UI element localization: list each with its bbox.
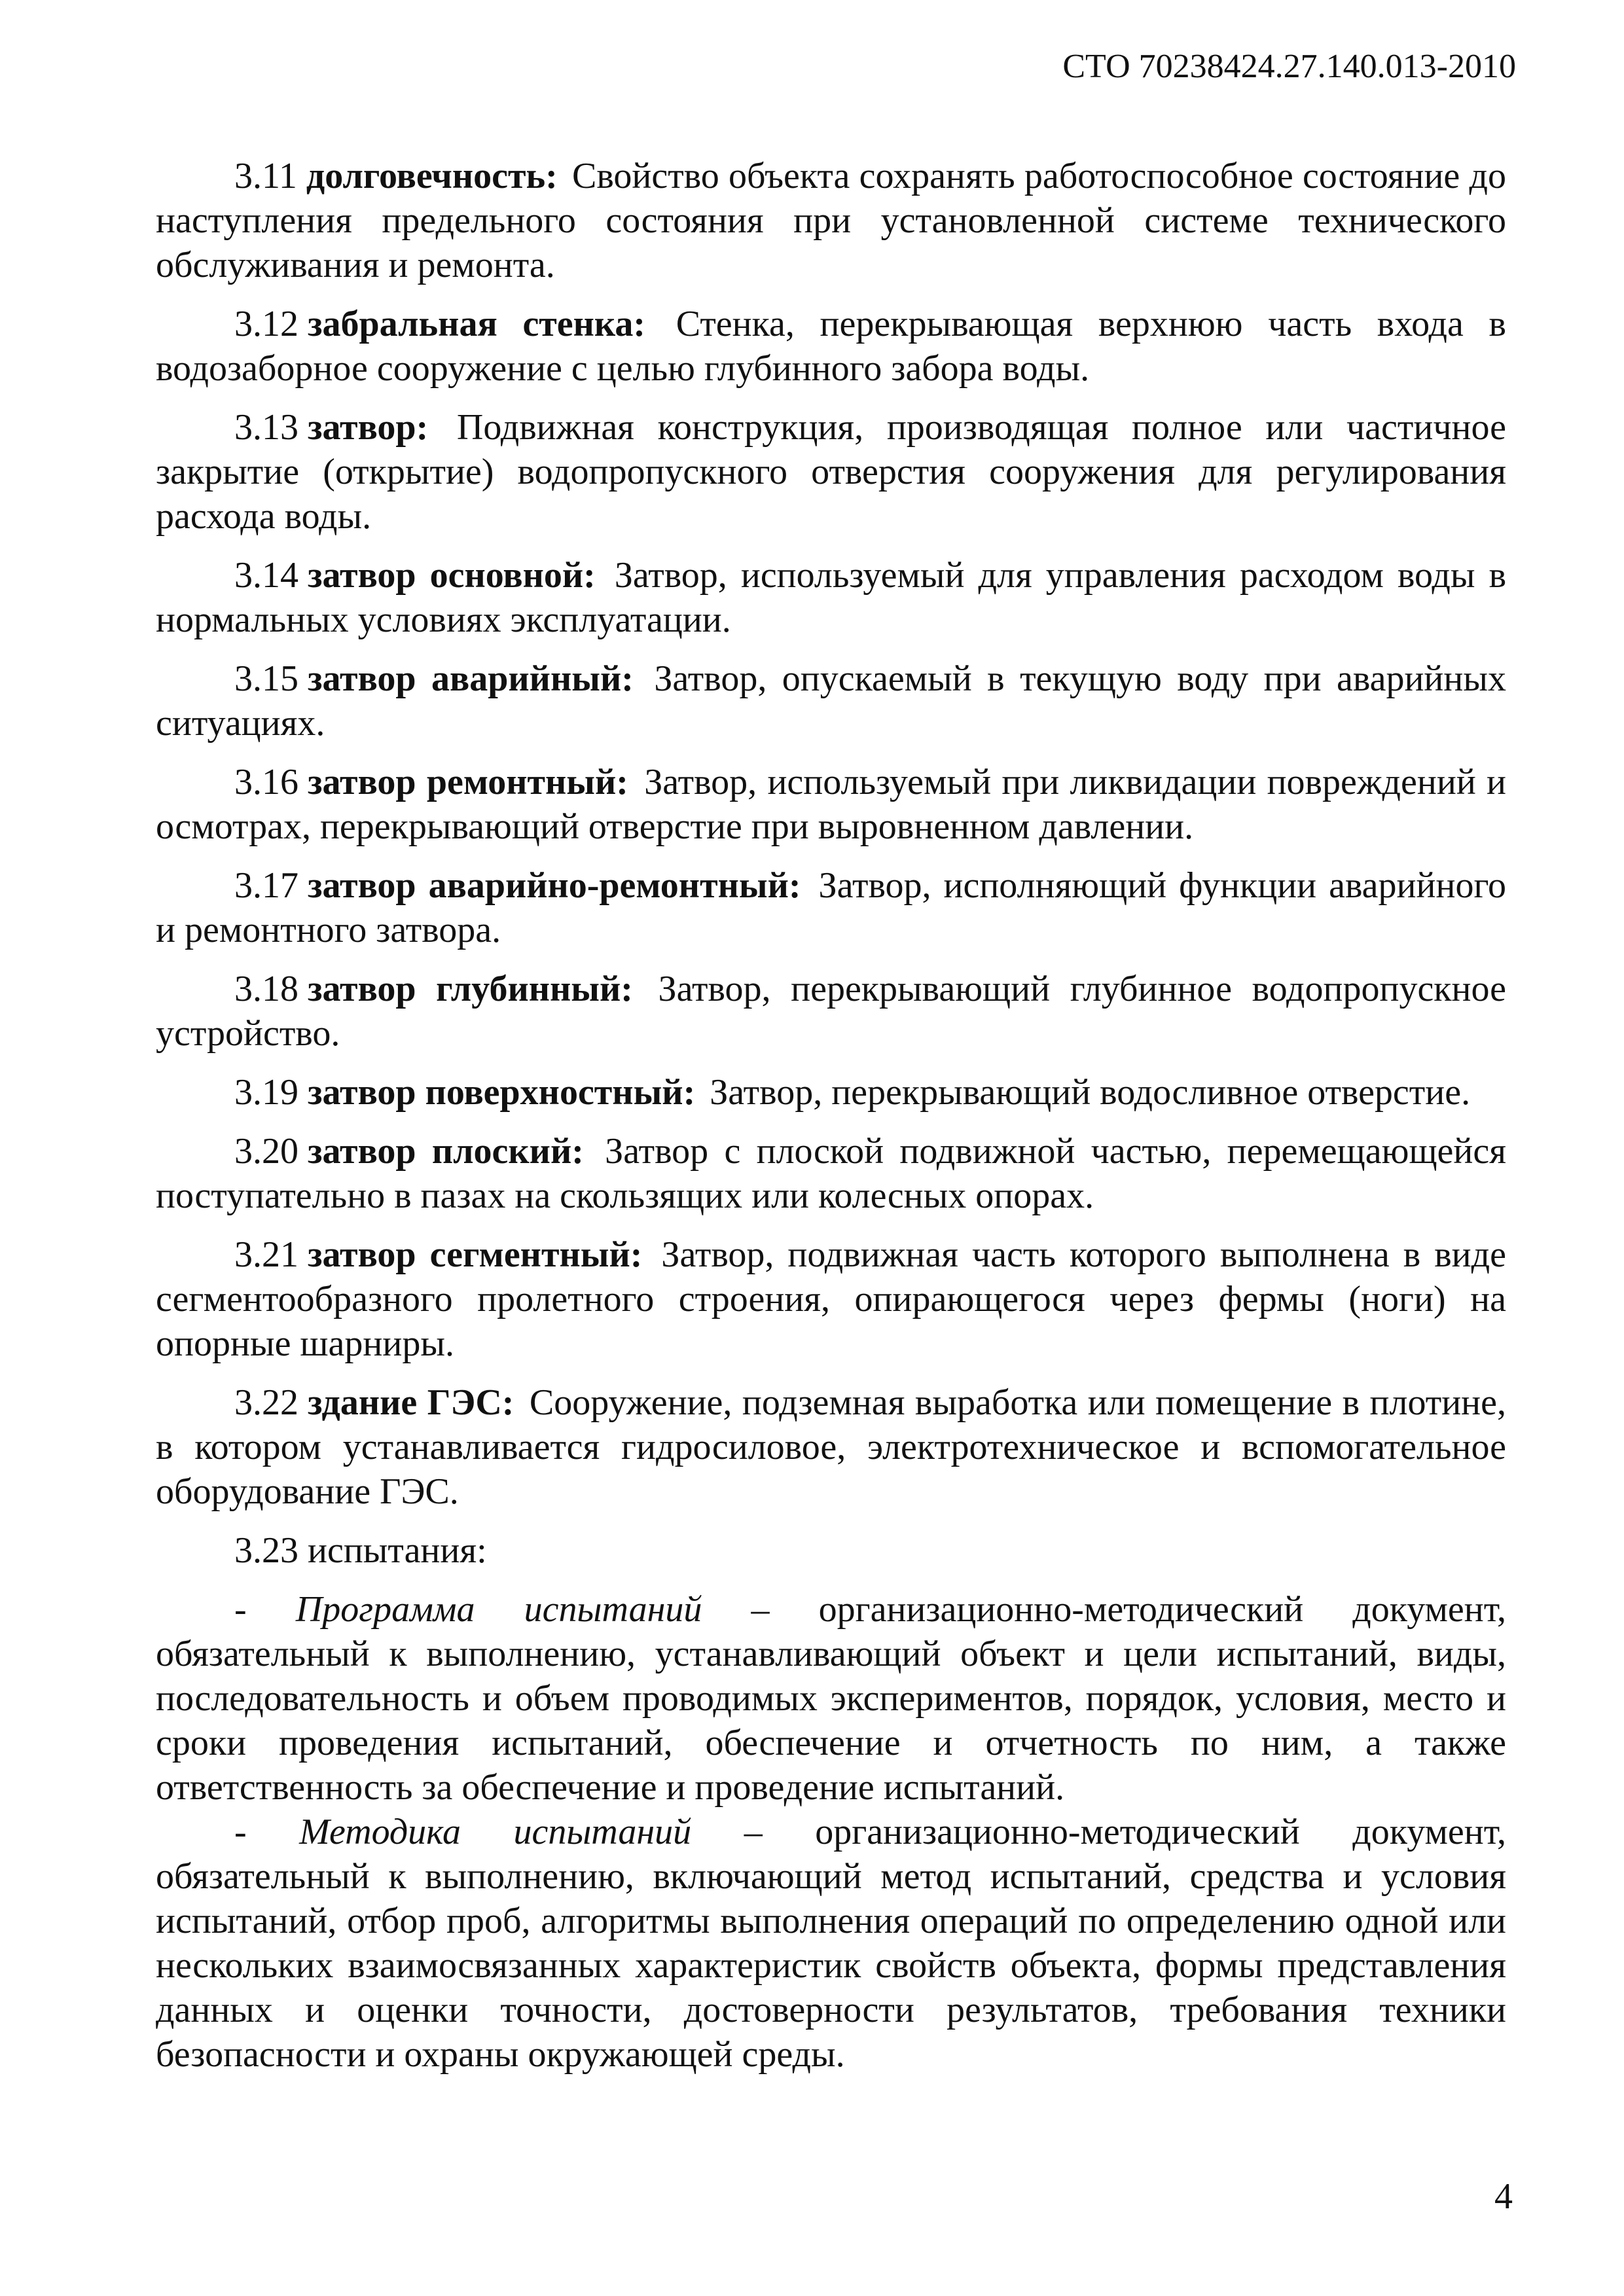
item-dash: -	[234, 1812, 300, 1852]
definition-term: затвор глубинный:	[308, 969, 633, 1009]
definition-term: затвор сегментный:	[308, 1234, 643, 1275]
tests-item-program	[156, 1587, 1506, 1810]
tests-item-method	[156, 1810, 1506, 2077]
definition-term: затвор аварийно-ремонтный:	[308, 865, 801, 906]
definition-text: Затвор, опускаемый в текущую воду при аварийных ситуациях.	[156, 658, 1506, 744]
definition-number: 3.19	[234, 1072, 298, 1113]
definition-3-19	[156, 1070, 1506, 1115]
definition-number: 3.16	[234, 762, 298, 802]
definition-term: затвор аварийный:	[308, 658, 634, 699]
definition-term: затвор ремонтный:	[308, 762, 628, 802]
definition-3-18	[156, 967, 1506, 1056]
definition-text: Затвор, перекрывающий водосливное отверстие.	[710, 1072, 1471, 1113]
definition-3-22	[156, 1380, 1506, 1514]
item-text: – организационно-методический документ, обязательный к выполнению, устанавливающий объект и цели испытаний, виды, последовательность и объем проводимых экспериментов, порядок, условия, место и сроки проведения испытаний, обеспечение и отчетность по ним, а также ответственность за обеспечение и проведение испытаний.	[156, 1589, 1507, 1808]
item-term: Программа испытаний	[295, 1589, 702, 1630]
definition-term: затвор:	[308, 407, 429, 448]
definition-text: Подвижная конструкция, производящая полное или частичное закрытие (открытие) водопропускного отверстия сооружения для регулирования расхода воды.	[156, 407, 1506, 537]
definition-3-16	[156, 760, 1506, 849]
item-text: – организационно-методический документ, обязательный к выполнению, включающий метод испытаний, средства и условия испытаний, отбор проб, алгоритмы выполнения операций по определению одной или нескольких взаимосвязанных характеристик свойств объекта, формы представления данных и оценки точности, достоверности результатов, требования техники безопасности и охраны окружающей среды.	[156, 1812, 1506, 2075]
definition-text: Затвор, перекрывающий глубинное водопропускное устройство.	[156, 969, 1507, 1054]
definition-number: 3.15	[234, 658, 298, 699]
definition-3-14	[156, 553, 1506, 642]
definition-text: Затвор, исполняющий функции аварийного и ремонтного затвора.	[156, 865, 1507, 950]
definition-term: затвор поверхностный:	[308, 1072, 696, 1113]
definition-term: долговечность:	[306, 156, 558, 196]
definition-3-11	[156, 154, 1506, 287]
definition-number: 3.13	[234, 407, 298, 448]
definition-number: 3.14	[234, 555, 298, 596]
definition-number: 3.17	[234, 865, 298, 906]
definition-term: забральная стенка:	[308, 304, 645, 344]
definition-number: 3.20	[234, 1131, 298, 1172]
definition-3-12	[156, 302, 1506, 391]
definition-text: Сооружение, подземная выработка или помещение в плотине, в котором устанавливается гидросиловое, электротехническое и вспомогательное оборудование ГЭС.	[156, 1382, 1506, 1512]
definition-3-20	[156, 1129, 1506, 1218]
tests-heading: 3.23 испытания:	[234, 1530, 487, 1571]
document-code-header: СТО 70238424.27.140.013-2010	[1062, 48, 1516, 85]
page-number: 4	[1494, 2176, 1513, 2217]
item-term: Методика испытаний	[299, 1812, 692, 1852]
definition-text: Затвор, подвижная часть которого выполнена в виде сегментообразного пролетного строения, опирающегося через фермы (ноги) на опорные шарниры.	[156, 1234, 1506, 1364]
definition-text: Затвор, используемый при ликвидации повреждений и осмотрах, перекрывающий отверстие при выровненном давлении.	[156, 762, 1507, 847]
definition-text: Затвор с плоской подвижной частью, перемещающейся поступательно в пазах на скользящих или колесных опорах.	[156, 1131, 1506, 1216]
definition-number: 3.22	[234, 1382, 298, 1423]
document-body	[156, 154, 1506, 2077]
definition-term: затвор основной:	[308, 555, 596, 596]
definition-number: 3.11	[234, 156, 297, 196]
definition-3-21	[156, 1232, 1506, 1366]
definition-text: Свойство объекта сохранять работоспособное состояние до наступления предельного состояния при установленной системе технического обслуживания и ремонта.	[156, 156, 1506, 285]
definition-term: затвор плоский:	[308, 1131, 584, 1172]
definition-text: Стенка, перекрывающая верхнюю часть входа в водозаборное сооружение с целью глубинного забора воды.	[156, 304, 1507, 389]
item-dash: -	[234, 1589, 296, 1630]
definition-3-13	[156, 405, 1506, 539]
definition-text: Затвор, используемый для управления расходом воды в нормальных условиях эксплуатации.	[156, 555, 1507, 640]
definition-term: здание ГЭС:	[308, 1382, 514, 1423]
definition-3-15	[156, 656, 1506, 745]
definition-3-17	[156, 863, 1506, 952]
definition-number: 3.18	[234, 969, 298, 1009]
definition-number: 3.12	[234, 304, 298, 344]
definition-number: 3.21	[234, 1234, 298, 1275]
